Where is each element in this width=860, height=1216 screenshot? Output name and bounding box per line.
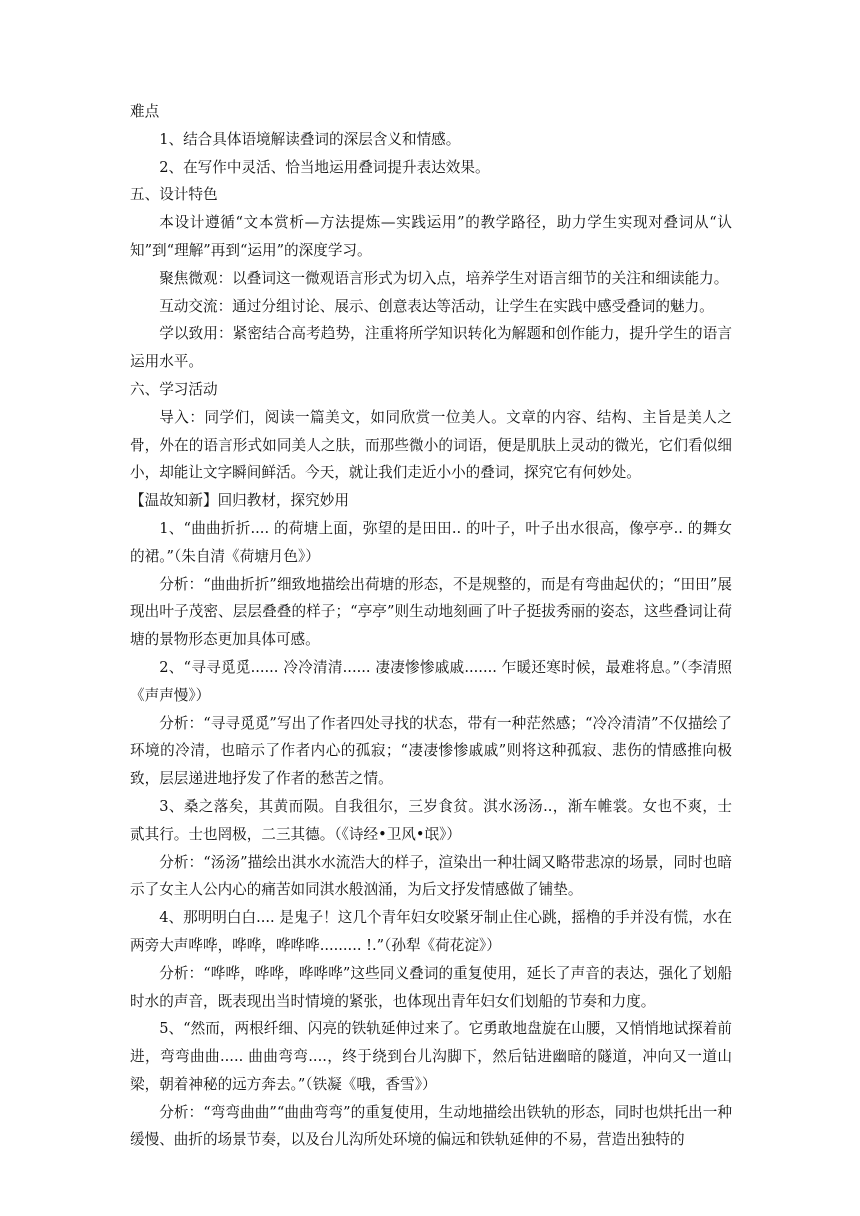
document-page — [130, 98, 732, 1154]
analysis-paragraph: 分析：“寻寻觅觅”写出了作者四处寻找的状态，带有一种茫然感；“冷冷清清”不仅描绘了环境的冷清，也暗示了作者内心的孤寂；“凄凄惨惨戚戚”则将这种孤寂、悲伤的情感推向极致，层层递进地抒发了作者的愁苦之情。 — [130, 714, 732, 788]
list-item: 1、结合具体语境解读叠词的深层含义和情感。 — [159, 130, 461, 148]
analysis-paragraph: 分析：“曲曲折折”细致地描绘出荷塘的形态，不是规整的，而是有弯曲起伏的；“田田”展现出叶子茂密、层层叠叠的样子；“亭亭”则生动地刻画了叶子挺拔秀丽的姿态，这些叠词让荷塘的景物形态更加具体可感。 — [130, 575, 732, 649]
analysis-paragraph: 分析：“汤汤”描绘出淇水水流浩大的样子，渲染出一种壮阔又略带悲凉的场景，同时也暗示了女主人公内心的痛苦如同淇水般汹涌，为后文抒发情感做了铺垫。 — [130, 853, 732, 899]
example-quote: 4、那明明白白.... 是鬼子！这几个青年妇女咬紧牙制止住心跳，摇橹的手并没有慌，水在两旁大声哗哗，哗哗，哗哗哗......... !.”（孙犁《荷花淀》） — [130, 909, 732, 954]
section-subheading-difficulty: 难点 — [130, 103, 160, 120]
paragraph: 导入：同学们，阅读一篇美文，如同欣赏一位美人。文章的内容、结构、主旨是美人之骨，外在的语言形式如同美人之肤，而那些微小的词语，便是肌肤上灵动的微光，它们看似细小，却能让文字瞬间鲜活。今天，就让我们走近小小的叠词，探究它有何妙处。 — [130, 408, 732, 482]
section-heading-design-features: 五、设计特色 — [130, 186, 218, 204]
section-subheading-review: 【温故知新】回归教材，探究妙用 — [130, 492, 349, 510]
list-item: 2、在写作中灵活、恰当地运用叠词提升表达效果。 — [159, 158, 490, 176]
example-quote: 5、“然而，两根纤细、闪亮的铁轨延伸过来了。它勇敢地盘旋在山腰，又悄悄地试探着前进，弯弯曲曲..... 曲曲弯弯....，终于绕到台儿沟脚下，然后钻进幽暗的隧道，冲向又一道山梁，朝着神秘的远方奔去。”（铁凝《哦，香雪》） — [130, 1020, 732, 1093]
section-heading-learning-activities: 六、学习活动 — [130, 380, 218, 398]
example-quote: 3、桑之落矣，其黄而陨。自我徂尔，三岁食贫。淇水汤汤..，渐车帷裳。女也不爽，士贰其行。士也罔极，二三其德。（《诗经•卫风•氓》） — [130, 797, 732, 843]
paragraph: 互动交流：通过分组讨论、展示、创意表达等活动，让学生在实践中感受叠词的魅力。 — [159, 297, 714, 315]
paragraph: 学以致用：紧密结合高考趋势，注重将所学知识转化为解题和创作能力，提升学生的语言运用水平。 — [130, 325, 732, 371]
example-quote: 1、“曲曲折折.... 的荷塘上面，弥望的是田田.. 的叶子，叶子出水很高，像亭亭.. 的舞女的裙。”（朱自清《荷塘月色》） — [130, 519, 732, 565]
example-quote: 2、“寻寻觅觅...... 冷冷清清...... 凄凄惨惨戚戚....... 乍暖还寒时候，最难将息。”（李清照《声声慢》） — [130, 658, 732, 704]
paragraph: 本设计遵循“文本赏析—方法提炼—实践运用”的教学路径，助力学生实现对叠词从“认知”到“理解”再到“运用”的深度学习。 — [130, 214, 732, 259]
paragraph: 聚焦微观：以叠词这一微观语言形式为切入点，培养学生对语言细节的关注和细读能力。 — [159, 269, 729, 287]
analysis-paragraph: 分析：“哗哗，哗哗，哗哗哗”这些同义叠词的重复使用，延长了声音的表达，强化了划船时水的声音，既表现出当时情境的紧张，也体现出青年妇女们划船的节奏和力度。 — [130, 964, 732, 1010]
analysis-paragraph: 分析：“弯弯曲曲”“曲曲弯弯”的重复使用，生动地描绘出铁轨的形态，同时也烘托出一种缓慢、曲折的场景节奏，以及台儿沟所处环境的偏远和铁轨延伸的不易，营造出独特的 — [130, 1103, 732, 1149]
